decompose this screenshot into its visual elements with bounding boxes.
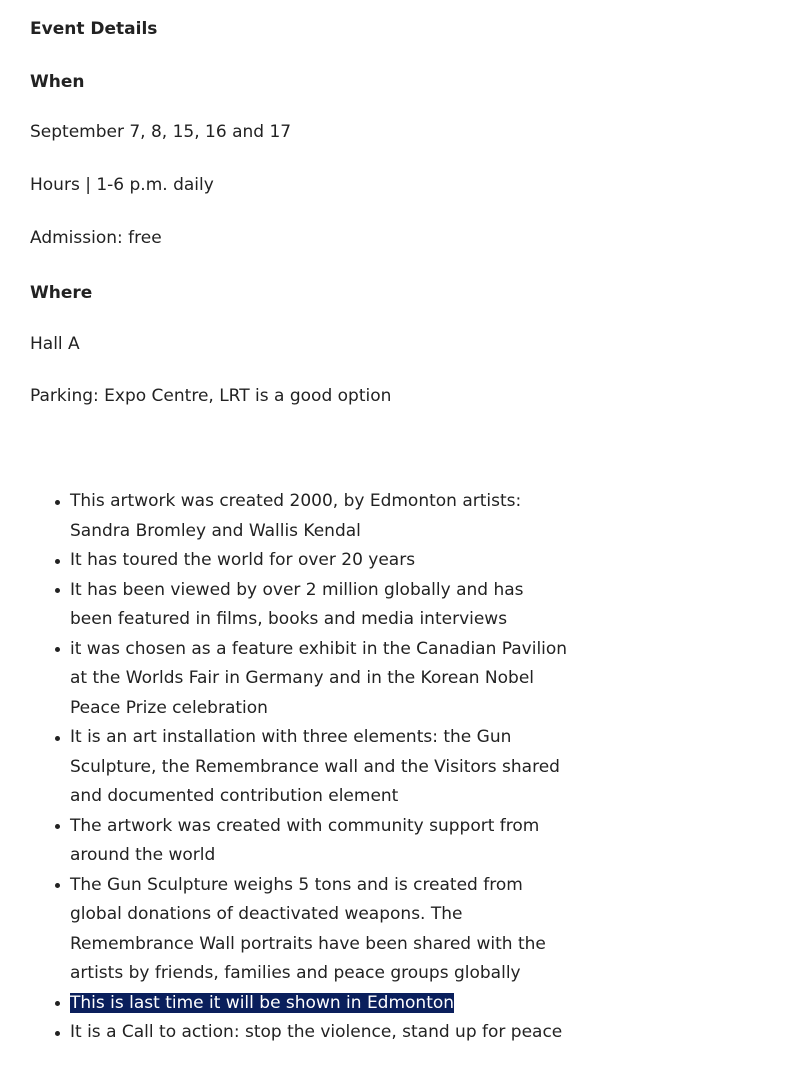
event-parking: Parking: Expo Centre, LRT is a good option	[30, 386, 392, 406]
event-dates: September 7, 8, 15, 16 and 17	[30, 122, 292, 142]
list-item	[70, 635, 570, 724]
list-item	[70, 576, 570, 635]
fact-text: This artwork was created 2000, by Edmonton artists: Sandra Bromley and Wallis Kendal	[70, 491, 522, 541]
event-admission: Admission: free	[30, 228, 162, 248]
where-heading: Where	[30, 283, 93, 303]
list-item	[70, 989, 570, 1019]
fact-text: it was chosen as a feature exhibit in the Canadian Pavilion at the Worlds Fair in Germany and in the Korean Nobel Peace Prize celebration	[70, 638, 568, 718]
fact-text: It is a Call to action: stop the violence, stand up for peace	[70, 1022, 563, 1042]
event-location: Hall A	[30, 334, 80, 354]
list-item	[70, 546, 570, 576]
list-item	[70, 1018, 570, 1048]
event-hours: Hours | 1-6 p.m. daily	[30, 175, 214, 195]
fact-text: It has toured the world for over 20 years	[70, 550, 416, 570]
selected-fact-text: This is last time it will be shown in Edmonton	[70, 992, 455, 1013]
list-item	[70, 812, 570, 871]
event-details-title: Event Details	[30, 19, 158, 39]
fact-text: The artwork was created with community support from around the world	[70, 815, 540, 865]
list-item	[70, 487, 570, 546]
artwork-facts-list	[30, 487, 570, 1048]
fact-text: The Gun Sculpture weighs 5 tons and is created from global donations of deactivated weapons. The Remembrance Wall portraits have been shared with the artists by friends, families and peace groups globally	[70, 874, 546, 983]
list-item	[70, 871, 570, 989]
list-item	[70, 723, 570, 812]
when-heading: When	[30, 72, 85, 92]
fact-text: It is an art installation with three elements: the Gun Sculpture, the Remembrance wall and the Visitors shared and documented contribution element	[70, 727, 560, 806]
fact-text: It has been viewed by over 2 million globally and has been featured in films, books and media interviews	[70, 579, 524, 629]
